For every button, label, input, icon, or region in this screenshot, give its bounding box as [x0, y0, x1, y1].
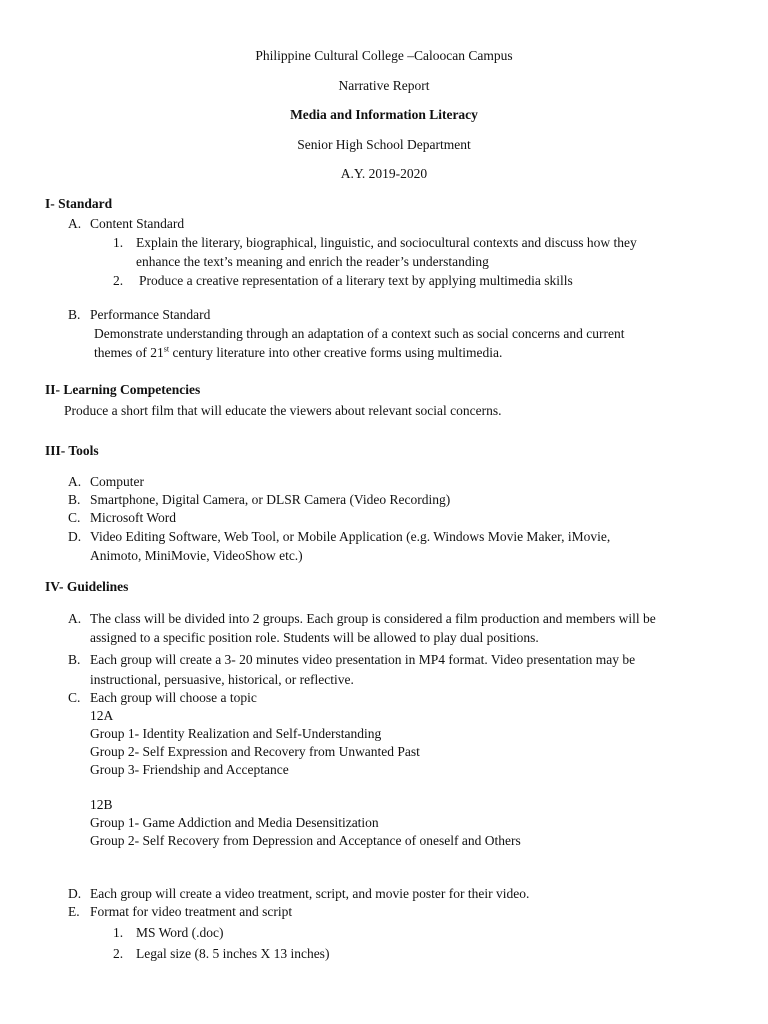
tool-d-line2: Animoto, MiniMovie, VideoShow etc.)	[90, 548, 303, 563]
college-name: Philippine Cultural College –Caloocan Campus	[255, 48, 513, 63]
tool-c-text: Microsoft Word	[90, 510, 177, 525]
section-12b-label: 12B	[90, 797, 113, 812]
subject-title: Media and Information Literacy	[290, 107, 478, 122]
guideline-d-marker: D.	[68, 886, 82, 901]
report-type: Narrative Report	[338, 78, 430, 93]
group-12b-2: Group 2- Self Recovery from Depression and Acceptance of oneself and Others	[90, 833, 521, 848]
tool-a-marker: A.	[68, 474, 82, 489]
guideline-a-marker: A.	[68, 611, 82, 626]
performance-standard-line2: themes of 21st century literature into other creative forms using multimedia.	[94, 344, 503, 360]
standard-heading: I- Standard	[45, 196, 113, 211]
group-12a-1: Group 1- Identity Realization and Self-Understanding	[90, 726, 382, 741]
content-item-2-marker: 2.	[113, 273, 124, 288]
guideline-e-text: Format for video treatment and script	[90, 904, 293, 919]
guideline-c-marker: C.	[68, 690, 81, 705]
competencies-heading: II- Learning Competencies	[45, 382, 201, 397]
format-item-1-marker: 1.	[113, 925, 124, 940]
group-12a-2: Group 2- Self Expression and Recovery from Unwanted Past	[90, 744, 420, 759]
tool-a-text: Computer	[90, 474, 144, 489]
content-item-1-marker: 1.	[113, 235, 124, 250]
guidelines-heading: IV- Guidelines	[45, 579, 129, 594]
format-item-1-text: MS Word (.doc)	[136, 925, 224, 940]
academic-year: A.Y. 2019-2020	[340, 166, 428, 181]
guideline-a-line2: assigned to a specific position role. Students will be allowed to play dual positions.	[90, 630, 539, 645]
guideline-d-text: Each group will create a video treatment, script, and movie poster for their video.	[90, 886, 530, 901]
content-standard-marker: A.	[68, 216, 82, 231]
guideline-e-marker: E.	[68, 904, 80, 919]
guideline-c-text: Each group will choose a topic	[90, 690, 257, 705]
group-12b-1: Group 1- Game Addiction and Media Desensitization	[90, 815, 379, 830]
group-12a-3: Group 3- Friendship and Acceptance	[90, 762, 289, 777]
tools-heading: III- Tools	[45, 443, 99, 458]
guideline-b-line2: instructional, persuasive, historical, or reflective.	[90, 672, 354, 687]
content-standard-label: Content Standard	[90, 216, 185, 231]
performance-standard-line1: Demonstrate understanding through an adaptation of a context such as social concerns and current	[94, 326, 625, 341]
format-item-2-text: Legal size (8. 5 inches X 13 inches)	[136, 946, 330, 961]
tool-d-line1: Video Editing Software, Web Tool, or Mobile Application (e.g. Windows Movie Maker, iMovie,	[90, 529, 611, 544]
department: Senior High School Department	[297, 137, 471, 152]
tool-b-marker: B.	[68, 492, 81, 507]
content-item-1-line2: enhance the text’s meaning and enrich the reader’s understanding	[136, 254, 489, 269]
tool-b-text: Smartphone, Digital Camera, or DLSR Camera (Video Recording)	[90, 492, 451, 507]
content-item-2-text: Produce a creative representation of a literary text by applying multimedia skills	[139, 273, 573, 288]
guideline-a-line1: The class will be divided into 2 groups. Each group is considered a film production and members will be	[90, 611, 656, 626]
content-item-1-line1: Explain the literary, biographical, linguistic, and sociocultural contexts and discuss how they	[136, 235, 637, 250]
performance-standard-label: Performance Standard	[90, 307, 211, 322]
tool-d-marker: D.	[68, 529, 82, 544]
section-12a-label: 12A	[90, 708, 114, 723]
guideline-b-line1: Each group will create a 3- 20 minutes video presentation in MP4 format. Video presentation may be	[90, 652, 636, 667]
format-item-2-marker: 2.	[113, 946, 124, 961]
guideline-b-marker: B.	[68, 652, 81, 667]
performance-standard-marker: B.	[68, 307, 81, 322]
competencies-text: Produce a short film that will educate the viewers about relevant social concerns.	[64, 403, 502, 418]
tool-c-marker: C.	[68, 510, 81, 525]
